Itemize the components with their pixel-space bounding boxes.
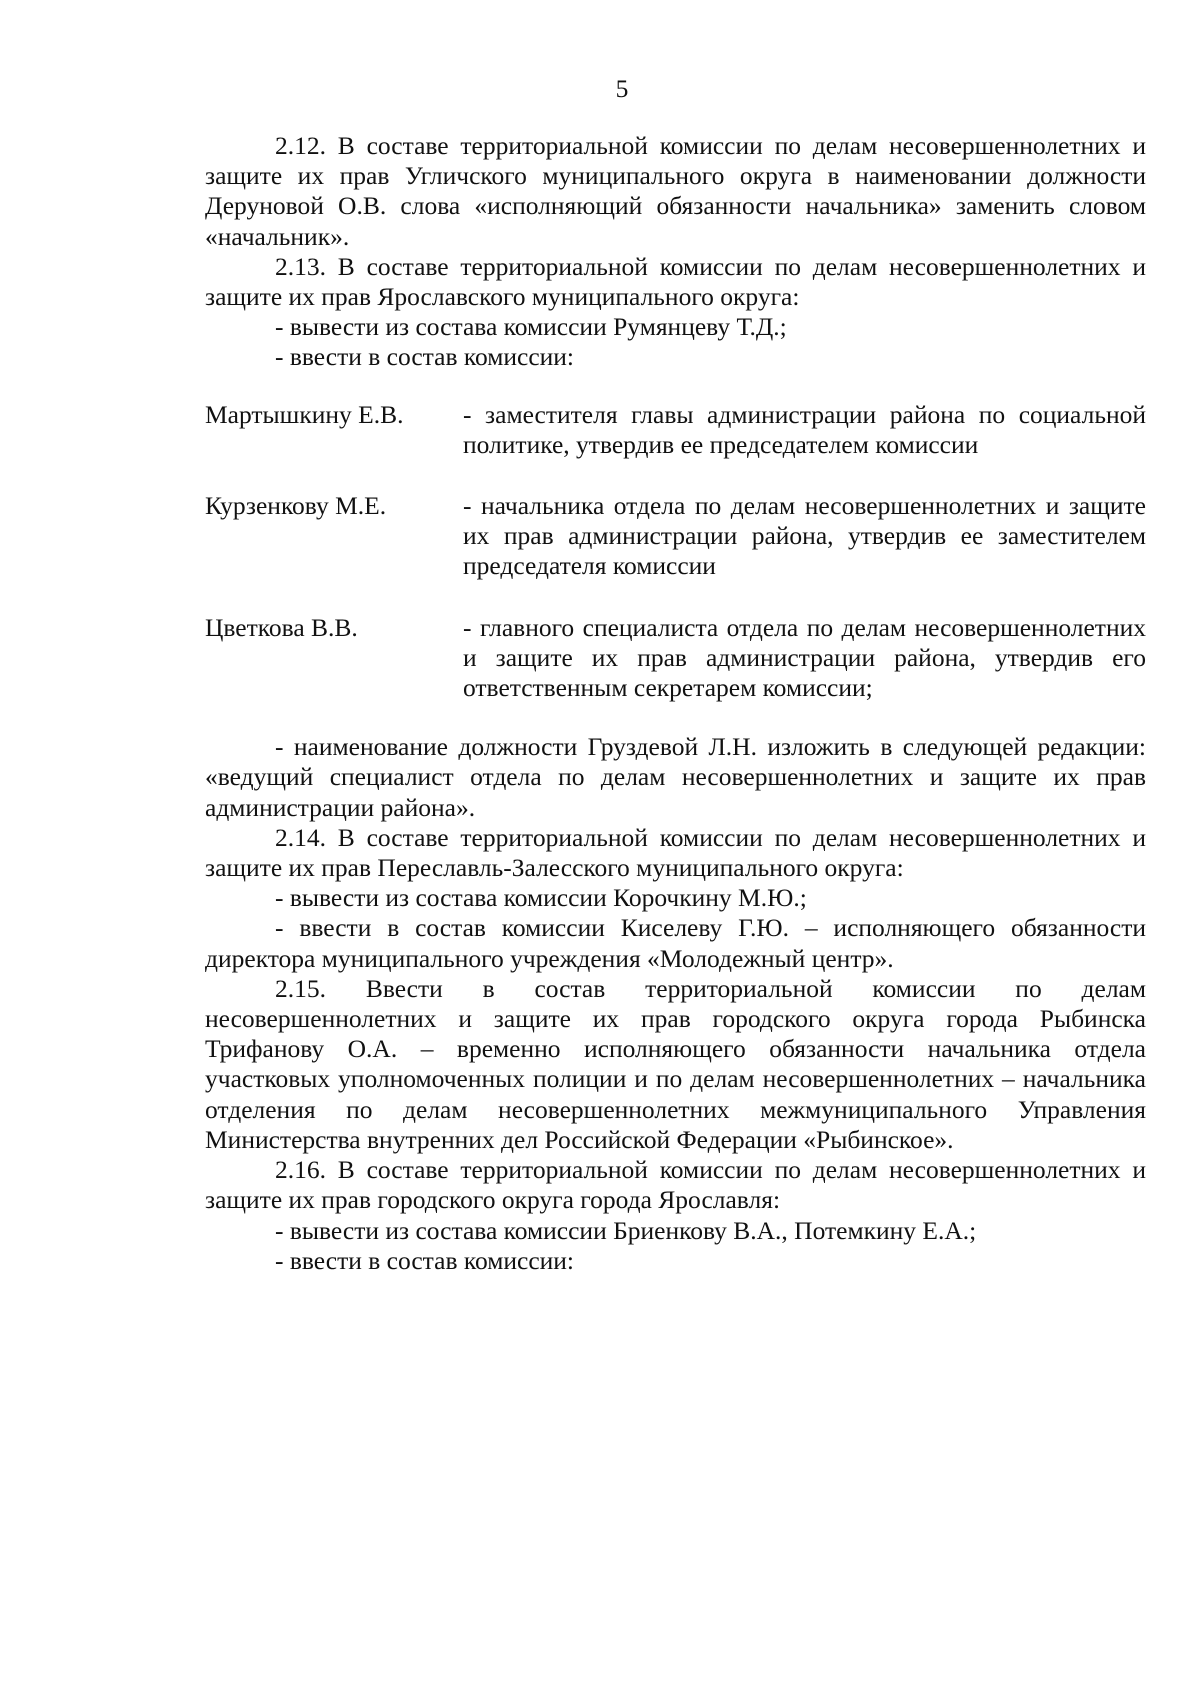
list-item-add: - ввести в состав комиссии: (275, 342, 575, 372)
member-description: - главного специалиста отдела по делам несовершеннолетних и защите их прав администрации района, утвердив его ответственным секретарем комиссии; (463, 612, 1146, 703)
list-item-add: - ввести в состав комиссии: (275, 1245, 575, 1275)
paragraph-2-13: 2.13. В составе территориальной комиссии по делам несовершеннолетних и защите их прав Ярославского муниципального округа: (205, 251, 1146, 312)
list-item-remove: - вывести из состава комиссии Корочкину М.Ю.; (275, 883, 807, 913)
paragraph-2-12: 2.12. В составе территориальной комиссии по делам несовершеннолетних и защите их прав Угличского муниципального округа в наименовании должности Деруновой О.В. слова «исполняющий обязанности начальника» заменить словом «начальник». (205, 131, 1146, 251)
paragraph-2-15: 2.15. Ввести в состав территориальной комиссии по делам несовершеннолетних и защите их прав городского округа города Рыбинска Трифанову О.А. – временно исполняющего обязанности начальника отдела участковых уполномоченных полиции и по делам несовершеннолетних – начальника отделения по делам несовершеннолетних межмуниципального Управления Министерства внутренних дел Российской Федерации «Рыбинское». (205, 973, 1146, 1154)
member-description: - заместителя главы администрации района по социальной политике, утвердив ее председателем комиссии (463, 399, 1146, 459)
paragraph-2-14: 2.14. В составе территориальной комиссии по делам несовершеннолетних и защите их прав Переславль-Залесского муниципального округа: (205, 822, 1146, 883)
list-item-remove: - вывести из состава комиссии Румянцеву Т.Д.; (275, 312, 787, 342)
paragraph-2-16: 2.16. В составе территориальной комиссии по делам несовершеннолетних и защите их прав городского округа города Ярославля: (205, 1155, 1146, 1215)
list-item-rename: - наименование должности Груздевой Л.Н. изложить в следующей редакции: «ведущий специалист отдела по делам несовершеннолетних и защите их прав администрации района». (205, 732, 1146, 822)
member-entries (205, 400, 1146, 704)
member-entry (205, 400, 1146, 460)
document-body (205, 131, 1146, 1276)
list-item-add: - ввести в состав комиссии Киселеву Г.Ю. – исполняющего обязанности директора муниципального учреждения «Молодежный центр». (205, 913, 1146, 973)
list-item-remove: - вывести из состава комиссии Бриенкову В.А., Потемкину Е.А.; (275, 1215, 977, 1245)
member-description: - начальника отдела по делам несовершеннолетних и защите их прав администрации района, утвердив ее заместителем председателя комиссии (463, 491, 1146, 581)
member-name: Цветкова В.В. (205, 612, 358, 642)
member-name: Курзенкову М.Е. (205, 491, 387, 521)
member-name: Мартышкину Е.В. (205, 399, 404, 429)
page-number: 5 (615, 74, 629, 103)
member-entry (205, 491, 1146, 582)
member-entry (205, 613, 1146, 704)
